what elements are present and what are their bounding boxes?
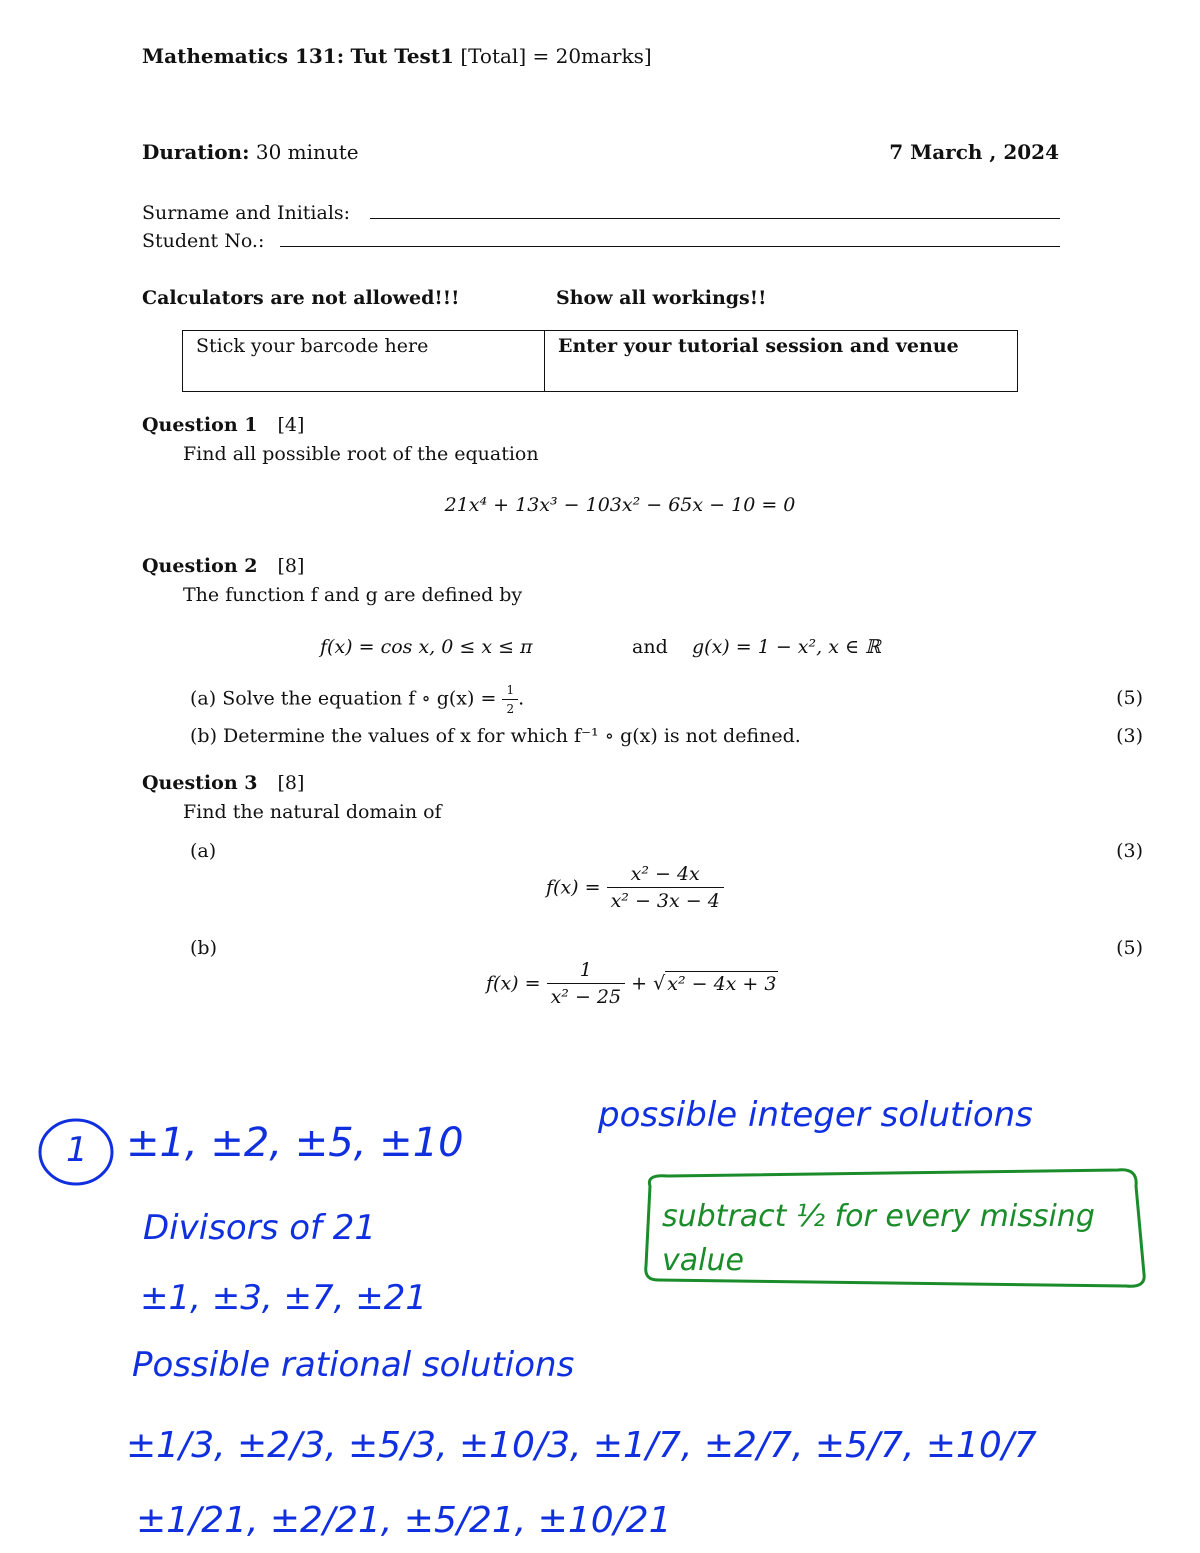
- question-3b-denominator: x² − 25: [550, 986, 622, 1008]
- question-3a-numerator: x² − 4x: [607, 863, 724, 888]
- barcode-session-box: [182, 330, 1018, 392]
- calculator-note: Calculators are not allowed!!!: [142, 287, 460, 309]
- total-marks: [Total] = 20marks]: [460, 44, 652, 68]
- question-2a-marks: (5): [1116, 687, 1143, 709]
- question-2-title: Question 2: [142, 555, 258, 577]
- hand-rational-row-1: ±1/3, ±2/3, ±5/3, ±10/3, ±1/7, ±2/7, ±5/7, ±10/7: [126, 1425, 1037, 1466]
- hand-possible-rational: Possible rational solutions: [132, 1345, 575, 1385]
- duration-label: Duration:: [142, 140, 250, 164]
- duration-value: 30 minute: [255, 140, 359, 164]
- session-cell[interactable]: [545, 331, 1018, 392]
- question-3a-lhs: f(x) =: [546, 876, 601, 899]
- student-no-label: Student No.:: [142, 230, 265, 252]
- question-3a-label: (a): [190, 840, 217, 862]
- hand-possible-integer: possible integer solutions: [598, 1095, 1033, 1135]
- question-1-text: Find all possible root of the equation: [183, 443, 539, 465]
- workings-note: Show all workings!!: [556, 287, 767, 309]
- question-1-equation: 21x⁴ + 13x³ − 103x² − 65x − 10 = 0: [444, 494, 796, 516]
- student-no-field[interactable]: [280, 246, 1060, 247]
- question-3b-numerator: 1: [547, 959, 626, 984]
- question-3b-marks: (5): [1116, 937, 1143, 959]
- sqrt-radicand: x² − 4x + 3: [667, 972, 777, 995]
- session-label: Enter your tutorial session and venue: [558, 335, 959, 357]
- question-3b-formula: [486, 959, 778, 1008]
- half-den: 2: [506, 702, 515, 716]
- circled-question-number: 1: [66, 1130, 88, 1170]
- question-2a: (a) Solve the equation f ∘ g(x) = $\frac{1}{2}$ .: [190, 683, 525, 716]
- question-3a-formula: [546, 863, 724, 912]
- f-definition: f(x) = cos x, 0 ≤ x ≤ π: [320, 636, 533, 658]
- question-3b-lhs: f(x) =: [486, 972, 541, 995]
- question-2-text: The function f and g are defined by: [183, 584, 523, 606]
- hand-rational-row-2: ±1/21, ±2/21, ±5/21, ±10/21: [136, 1500, 672, 1541]
- question-3-heading: [142, 772, 304, 794]
- question-2a-text: (a) Solve the equation f ∘ g(x) =: [190, 687, 503, 710]
- plus-sign: +: [631, 972, 648, 995]
- barcode-label: Stick your barcode here: [196, 335, 429, 357]
- question-1-marks: [4]: [277, 414, 305, 436]
- question-1-title: Question 1: [142, 414, 258, 436]
- duration: [142, 140, 359, 164]
- hand-divisors: Divisors of 21: [143, 1208, 377, 1248]
- surname-field[interactable]: [370, 218, 1060, 219]
- question-2b-text: (b) Determine the values of x for which f⁻¹ ∘ g(x) is not defined.: [190, 725, 801, 747]
- one-half-fraction: [502, 683, 518, 716]
- hand-divisors-list: ±1, ±3, ±7, ±21: [140, 1278, 427, 1318]
- sqrt-icon: √: [653, 972, 666, 995]
- exam-date: 7 March , 2024: [889, 140, 1059, 164]
- and-word: and: [632, 636, 668, 658]
- question-3b-label: (b): [190, 937, 217, 959]
- question-3b-fraction: [547, 959, 626, 1008]
- hand-integer-candidates: ±1, ±2, ±5, ±10: [126, 1120, 464, 1166]
- question-2-heading: [142, 555, 304, 577]
- question-3-title: Question 3: [142, 772, 258, 794]
- test-title: [142, 44, 652, 68]
- half-num: 1: [502, 683, 518, 700]
- question-1-heading: [142, 414, 304, 436]
- question-3a-denominator: x² − 3x − 4: [610, 890, 720, 912]
- hand-grading-note: subtract ½ for every missing value: [662, 1199, 1095, 1278]
- question-3a-fraction: [607, 863, 724, 912]
- question-3a-marks: (3): [1116, 840, 1143, 862]
- surname-label: Surname and Initials:: [142, 202, 351, 224]
- course-name: Mathematics 131:: [142, 44, 345, 68]
- question-3-marks: [8]: [277, 772, 305, 794]
- question-2-marks: [8]: [277, 555, 305, 577]
- test-name: Tut Test1: [350, 44, 454, 68]
- question-2b-marks: (3): [1116, 725, 1143, 747]
- question-3-text: Find the natural domain of: [183, 801, 442, 823]
- g-definition: g(x) = 1 − x², x ∈ ℝ: [692, 636, 881, 658]
- barcode-cell[interactable]: [183, 331, 545, 392]
